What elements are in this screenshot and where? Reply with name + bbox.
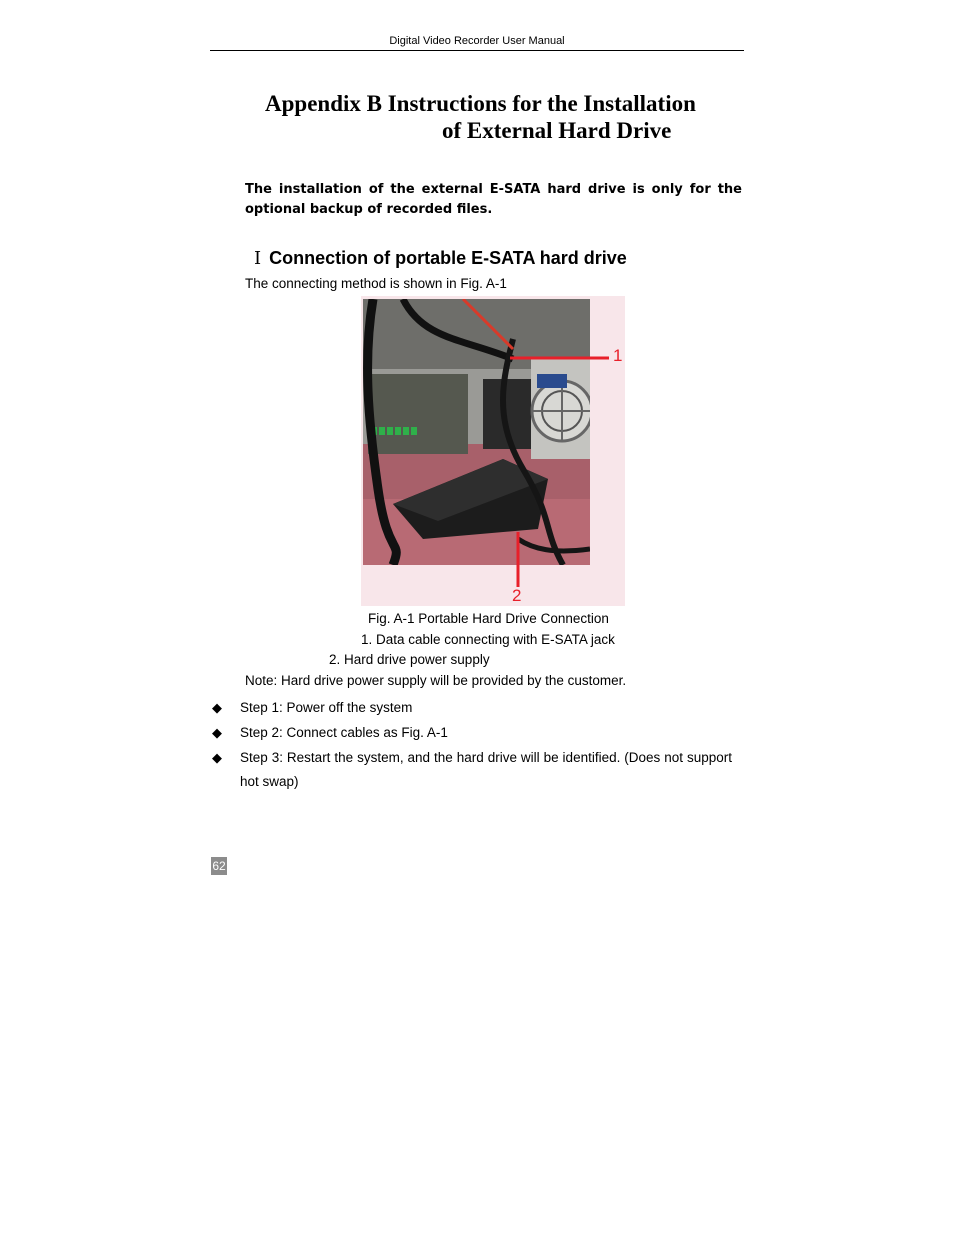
step-text: Step 1: Power off the system xyxy=(240,700,413,715)
callout-1-label: 1 xyxy=(613,346,623,365)
figure-legend-1: 1. Data cable connecting with E-SATA jack xyxy=(361,632,615,647)
steps-list xyxy=(212,696,732,795)
figure-legend-2: 2. Hard drive power supply xyxy=(329,652,490,667)
intro-paragraph: The installation of the external E-SATA hard drive is only for the optional backup of recorded files. xyxy=(245,182,742,217)
running-header: Digital Video Recorder User Manual xyxy=(389,35,565,47)
title-line-1: Appendix B Instructions for the Installation xyxy=(265,91,696,116)
callout-2-label: 2 xyxy=(512,586,522,605)
list-item xyxy=(212,746,732,794)
appendix-title xyxy=(150,90,820,144)
note-text: Note: Hard drive power supply will be provided by the customer. xyxy=(245,673,627,688)
list-item xyxy=(212,721,732,745)
title-line-2: of External Hard Drive xyxy=(442,118,672,143)
dvr-photo xyxy=(363,299,590,565)
diamond-bullet-icon: ◆ xyxy=(212,700,222,715)
section-title: Connection of portable E-SATA hard drive xyxy=(269,248,627,268)
step-text: Step 3: Restart the system, and the hard drive will be identified. (Does not support hot swap) xyxy=(240,750,732,789)
section-heading xyxy=(254,248,627,269)
header-rule xyxy=(210,50,744,51)
lead-text: The connecting method is shown in Fig. A-1 xyxy=(245,276,507,291)
diamond-bullet-icon: ◆ xyxy=(212,750,222,765)
diamond-bullet-icon: ◆ xyxy=(212,725,222,740)
figure-caption: Fig. A-1 Portable Hard Drive Connection xyxy=(368,611,609,626)
step-text: Step 2: Connect cables as Fig. A-1 xyxy=(240,725,448,740)
page-number: 62 xyxy=(212,859,226,873)
section-number: Ⅰ xyxy=(254,248,262,269)
list-item xyxy=(212,696,732,720)
